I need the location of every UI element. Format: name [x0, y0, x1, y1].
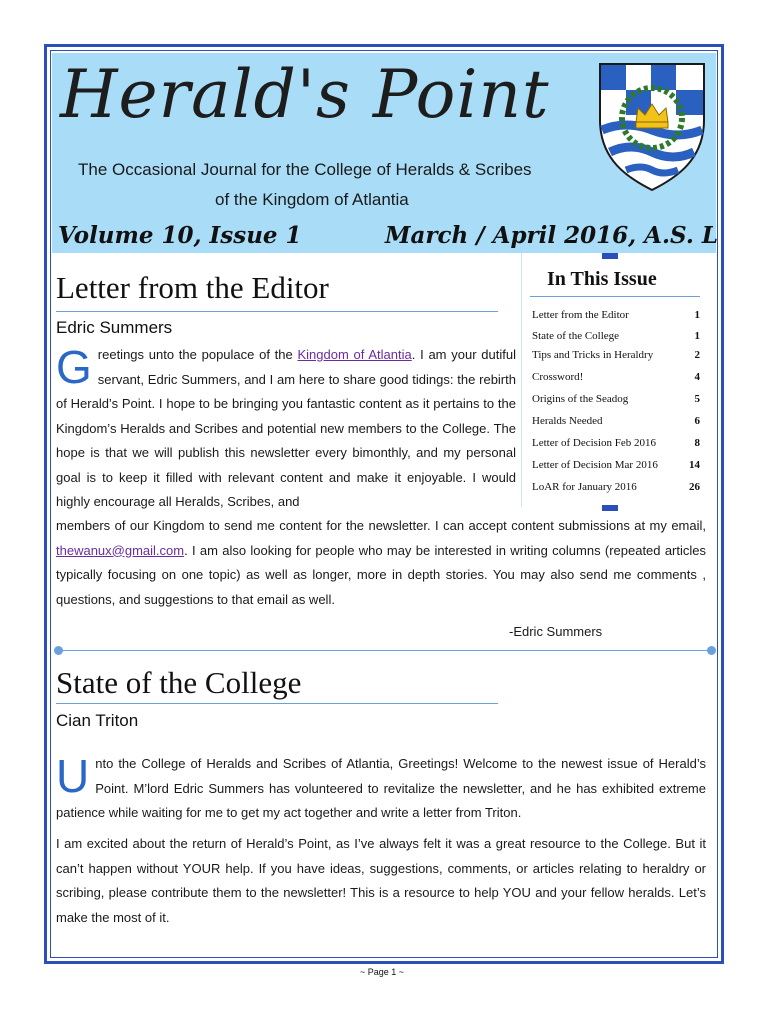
toc-item[interactable]: Crossword! 4	[532, 371, 700, 383]
state-author: Cian Triton	[56, 711, 139, 730]
section-divider	[58, 650, 712, 651]
email-link[interactable]: thewanux@gmail.com	[56, 542, 185, 558]
toc-item[interactable]: Letter from the Editor 1	[532, 309, 700, 321]
sidebar-bottom-tab	[602, 505, 618, 511]
state-dropcap: U	[56, 750, 90, 802]
letter-paragraph-top: G reetings unto the populace of the Kingdom of Atlantia. I am your dutiful servant, Edric Summers, and I am here to share good tidings: the rebirth of Herald’s Point. I hope to be bringing you fantastic content as it pertains to the Kingdom’s Heralds and Scribes and potential new members to the College. The hope is that we will publish this newsletter every bimonthly, and my personal goal is to keep it filled with relevant content and make it enjoyable. I would highly encourage all Heralds, Scribes, and	[56, 341, 516, 509]
state-heading: State of the College	[56, 665, 302, 700]
toc-item[interactable]: State of the College 1	[532, 330, 700, 342]
letter-heading: Letter from the Editor	[56, 270, 329, 305]
toc-item[interactable]: Letter of Decision Mar 2016 14	[532, 459, 700, 471]
divider-right-dot	[707, 646, 716, 655]
letter-heading-rule	[56, 311, 498, 312]
toc-item[interactable]: LoAR for January 2016 26	[532, 481, 700, 493]
toc-item[interactable]: Letter of Decision Feb 2016 8	[532, 437, 700, 449]
subtitle-line-1: The Occasional Journal for the College of Heralds & Scribes	[78, 160, 532, 179]
state-paragraph-2: I am excited about the return of Herald’s Point, as I’ve always felt it was a great resource to the College. But it can’t happen without YOUR help. If you have ideas, suggestions, comments, or articles relating to heraldry or scribing, please contribute them to the newsletter! This is a resource to help YOU and your fellow heralds. Let’s make the most of it.	[56, 836, 706, 925]
state-paragraph-1: U nto the College of Heralds and Scribes of Atlantia, Greetings! Welcome to the newest issue of Herald’s Point. M’lord Edric Summers has volunteered to revitalize the newsletter, and he has exhibited extreme patience while waiting for me to get my act together and write a letter from Triton.	[56, 750, 706, 820]
kingdom-link[interactable]: Kingdom of Atlantia	[297, 347, 412, 362]
college-heraldic-shield-icon	[596, 60, 708, 192]
toc-item[interactable]: Tips and Tricks in Heraldry 2	[532, 349, 700, 361]
toc-item[interactable]: Origins of the Seadog 5	[532, 393, 700, 405]
letter-dropcap: G	[56, 341, 92, 393]
sidebar-title: In This Issue	[547, 268, 657, 290]
newsletter-title: Herald's Point	[60, 56, 550, 133]
sidebar-title-rule	[530, 296, 700, 297]
letter-paragraph-bottom: members of our Kingdom to send me content for the newsletter. I can accept content submissions at my email, thewanux@gmail.com. I am also looking for people who may be interested in writing columns (repeated articles typically focusing on one topic) as well as longer, more in depth stories. You may also send me comments , questions, and suggestions to that email as well.	[56, 518, 706, 607]
volume-issue: Volume 10, Issue 1	[58, 222, 302, 249]
state-heading-rule	[56, 703, 498, 704]
page-number: ~ Page 1 ~	[360, 967, 405, 977]
toc-item[interactable]: Heralds Needed 6	[532, 415, 700, 427]
sidebar-top-tab	[602, 253, 618, 259]
subtitle-line-2: of the Kingdom of Atlantia	[215, 190, 409, 209]
letter-author: Edric Summers	[56, 318, 173, 337]
issue-date: March / April 2016, A.S. L	[385, 222, 719, 249]
letter-signature: -Edric Summers	[509, 624, 603, 639]
